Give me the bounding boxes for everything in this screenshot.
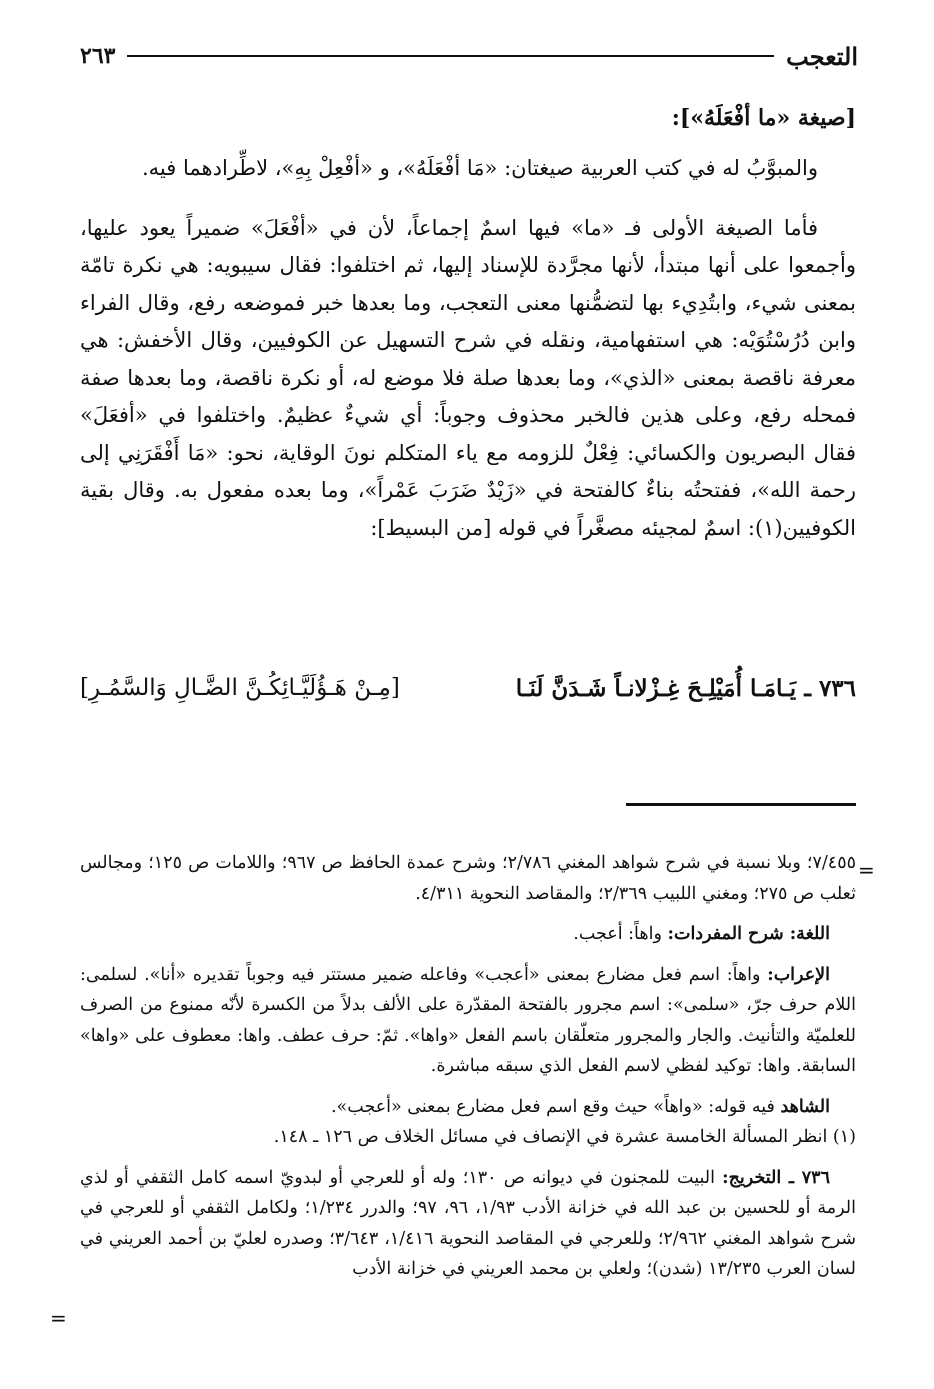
poetry-verse xyxy=(80,668,856,708)
footnotes xyxy=(80,848,856,1285)
takhrij-note xyxy=(80,1163,856,1285)
lexicon-label: اللغة: شرح المفردات: xyxy=(667,924,830,944)
chapter-title: التعجب xyxy=(786,41,858,71)
shahid-label: الشاهد xyxy=(780,1096,830,1117)
irab-label: الإعراب: xyxy=(767,964,830,985)
lexicon-note xyxy=(80,919,856,950)
header-rule xyxy=(127,55,774,57)
intro-paragraph: والمبوَّبُ له في كتب العربية صيغتان: «مَا أفْعَلَهُ»، و «أفْعِلْ بِهِ»، لاطِّرادهما فيه. xyxy=(142,156,818,180)
irab-text: واهاً: اسم فعل مضارع بمعنى «أعجب» وفاعله ضمير مستتر فيه وجوباً تقديره «أنا». لسلمى: اللام حرف جرّ، «سلمى»: اسم مجرور بالفتحة المقدّرة على الألف بدلاً من الكسرة لأنّه ممنوع من الصرف للعلميّة والتأنيث. والجار والمجرور متعلّقان باسم الفعل «واها». ثمّ: حرف عطف. واها: معطوف على «واها» السابقة. واها: توكيد لفظي لاسم الفعل الذي سبقه مباشرة. xyxy=(80,964,856,1076)
footnote-1: (١) انظر المسألة الخامسة عشرة في الإنصاف في مسائل الخلاف ص ١٢٦ ـ ١٤٨. xyxy=(273,1127,856,1147)
verse-first-hemistich: ٧٣٦ ـ يَـامَـا أُمَيْلِـحَ غِـزْلانـاً شَـدَنَّ لَنَـا xyxy=(515,674,856,702)
takhrij-text: البيت للمجنون في ديوانه ص ١٣٠؛ وله أو للعرجي أو لبدويّ اسمه كامل الثقفي أو لذي الرمة أو للحسين بن عبد الله في خزانة الأدب ١/٩٣، ٩٦، ٩٧؛ والدرر ١/٢٣٤؛ ولكامل الثقفي أو للعرجي في شرح شواهد المغني ٢/٩٦٢؛ وللعرجي في المقاصد النحوية ١/٤١٦، ٣/٦٤٣؛ وصدره لعليّ بن أحمد العريني في لسان العرب ١٣/٢٣٥ (شدن)؛ ولعلي بن محمد العريني في خزانة الأدب xyxy=(80,1167,857,1279)
lexicon-text: واهاً: أعجب. xyxy=(573,924,662,944)
section-heading: [صيغة «ما أفْعَلَهُ»]: xyxy=(671,105,856,131)
page-number: ٢٦٣ xyxy=(80,43,116,69)
footnote-separator xyxy=(626,803,856,806)
continuation-mark-top: = xyxy=(858,858,875,882)
continuation-mark-bottom: = xyxy=(50,1306,67,1330)
irab-note xyxy=(80,960,856,1082)
body-paragraph: فأما الصيغة الأولى فـ «ما» فيها اسمٌ إجماعاً، لأن في «أفْعَلَ» ضميراً يعود عليها، وأجمعوا على أنها مبتدأ، لأنها مجرَّدة للإسناد إليها، ثم اختلفوا: فقال سيبويه: هي نكرة تامّة بمعنى شيء، وابتُدِيء بها لتضمُّنها معنى التعجب، وما بعدها خبر فموضعه رفع، وقال الفراء وابن دُرُسْتُوَيْه: هي استفهامية، ونقله في شرح التسهيل عن الكوفيين، وقال الأخفش: هي معرفة ناقصة بمعنى «الذي»، وما بعدها صلة فلا موضع له، أو نكرة ناقصة، وما بعدها صفة فمحله رفع، وعلى هذين فالخبر محذوف وجوباً: أي شيءٌ عظيمٌ. واختلفوا في «أفعَلَ» فقال البصريون والكسائي: فِعْلٌ للزومه مع ياء المتكلم نونَ الوقاية، نحو: «مَا أَفْقَرَنِي إلى رحمة الله»، ففتحتُه بناءٌ كالفتحة في «زَيْدٌ ضَرَبَ عَمْراً»، وما بعده مفعول به. وقال بقية الكوفيين(١): اسمٌ لمجيئه مصغَّراً في قوله [من البسيط]: xyxy=(80,215,856,540)
running-header xyxy=(80,36,858,76)
main-text xyxy=(80,100,856,547)
shahid-text: فيه قوله: «واهاً» حيث وقع اسم فعل مضارع بمعنى «أعجب». xyxy=(330,1096,775,1117)
verse-second-hemistich: [مِـنْ هَـؤُلَيَّـائِكُـنَّ الضَّـالِ وَالسَّمُـرِ] xyxy=(80,675,400,701)
shahid-note xyxy=(80,1092,856,1123)
source-reference: ٧/٤٥٥؛ وبلا نسبة في شرح شواهد المغني ٢/٧٨٦؛ وشرح عمدة الحافظ ص ٩٦٧؛ واللامات ص ١٢٥؛ ومجالس ثعلب ص ٢٧٥؛ ومغني اللبيب ٢/٣٦٩؛ والمقاصد النحوية ٤/٣١١. xyxy=(80,853,856,904)
takhrij-label: ٧٣٦ ـ التخريج: xyxy=(722,1167,830,1188)
